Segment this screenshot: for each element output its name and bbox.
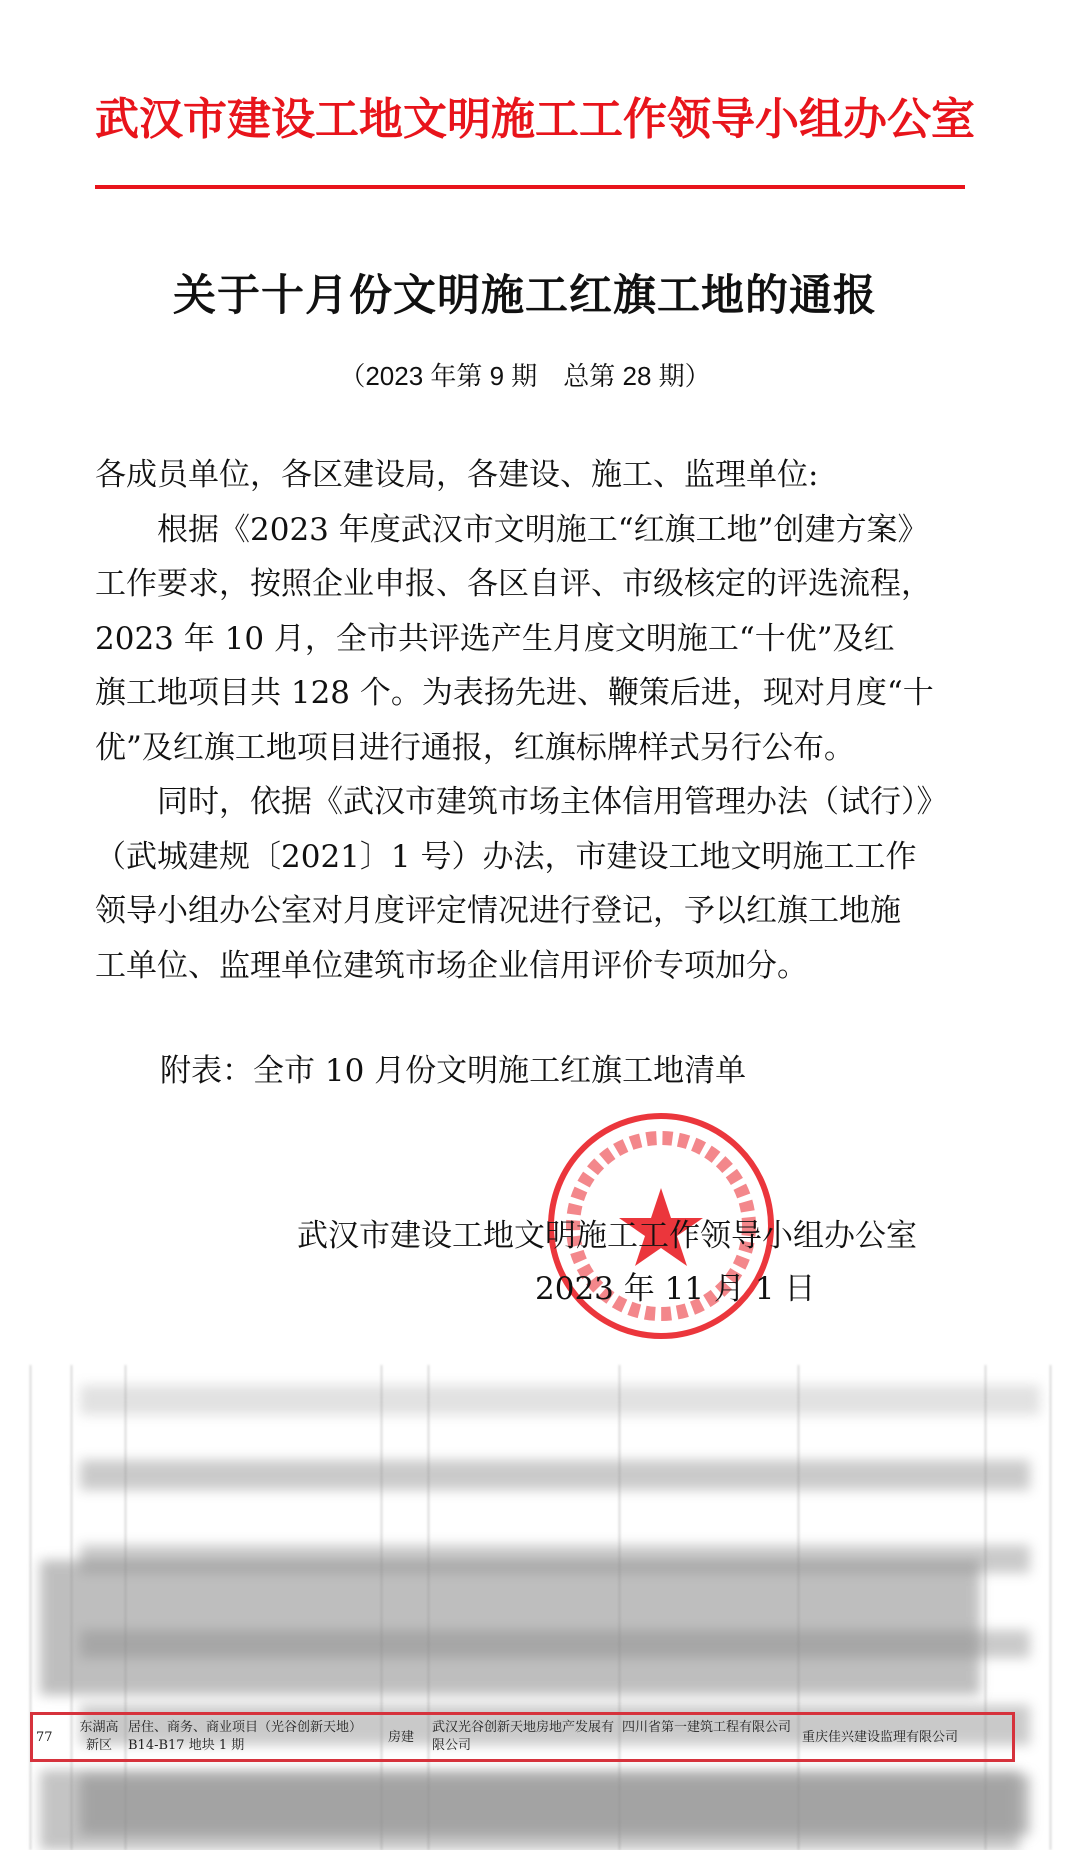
- body-line: 工作要求，按照企业申报、各区自评、市级核定的评选流程，: [95, 566, 932, 602]
- document-title: 关于十月份文明施工红旗工地的通报: [173, 271, 877, 321]
- body-line: 旗工地项目共 128 个。为表扬先进、鞭策后进，现对月度“十: [95, 675, 934, 711]
- masthead-divider: [95, 185, 965, 189]
- body-line: 工单位、监理单位建筑市场企业信用评价专项加分。: [95, 947, 808, 984]
- masthead-org-name: 武汉市建设工地文明施工工作领导小组办公室: [95, 94, 975, 145]
- body-line: 同时，依据《武汉市建筑市场主体信用管理办法（试行）》: [95, 784, 948, 820]
- cell-no: 77: [36, 1730, 53, 1745]
- cell-project: 居住、商务、商业项目（光谷创新天地）B14-B17 地块 1 期: [128, 1720, 363, 1753]
- signature-date: 2023 年 11 月 1 日: [535, 1271, 816, 1307]
- cell-type: 房建: [388, 1730, 415, 1745]
- signature-org: 武汉市建设工地文明施工工作领导小组办公室: [297, 1218, 917, 1254]
- cell-contractor: 四川省第一建筑工程有限公司: [622, 1720, 792, 1735]
- body-line: （武城建规〔2021〕1 号）办法，市建设工地文明施工工作: [95, 838, 917, 875]
- body-line: 领导小组办公室对月度评定情况进行登记，予以红旗工地施: [95, 893, 901, 929]
- body-line: 优”及红旗工地项目进行通报，红旗标牌样式另行公布。: [95, 729, 855, 766]
- cell-developer: 武汉光谷创新天地房地产发展有限公司: [432, 1720, 615, 1753]
- cell-district: 东湖高新区: [79, 1720, 119, 1753]
- table-row-highlighted: [30, 1715, 1030, 1761]
- document-body: [95, 448, 995, 993]
- attachment-note: 附表：全市 10 月份文明施工红旗工地清单: [160, 1053, 747, 1089]
- body-line: 各成员单位，各区建设局，各建设、施工、监理单位:: [95, 457, 819, 493]
- issue-number: （2023 年第 9 期 总第 28 期）: [339, 361, 711, 391]
- body-line: 2023 年 10 月，全市共评选产生月度文明施工“十优”及红: [95, 620, 895, 657]
- body-line: 根据《2023 年度武汉市文明施工“红旗工地”创建方案》: [95, 511, 929, 548]
- cell-supervisor: 重庆佳兴建设监理有限公司: [802, 1730, 959, 1745]
